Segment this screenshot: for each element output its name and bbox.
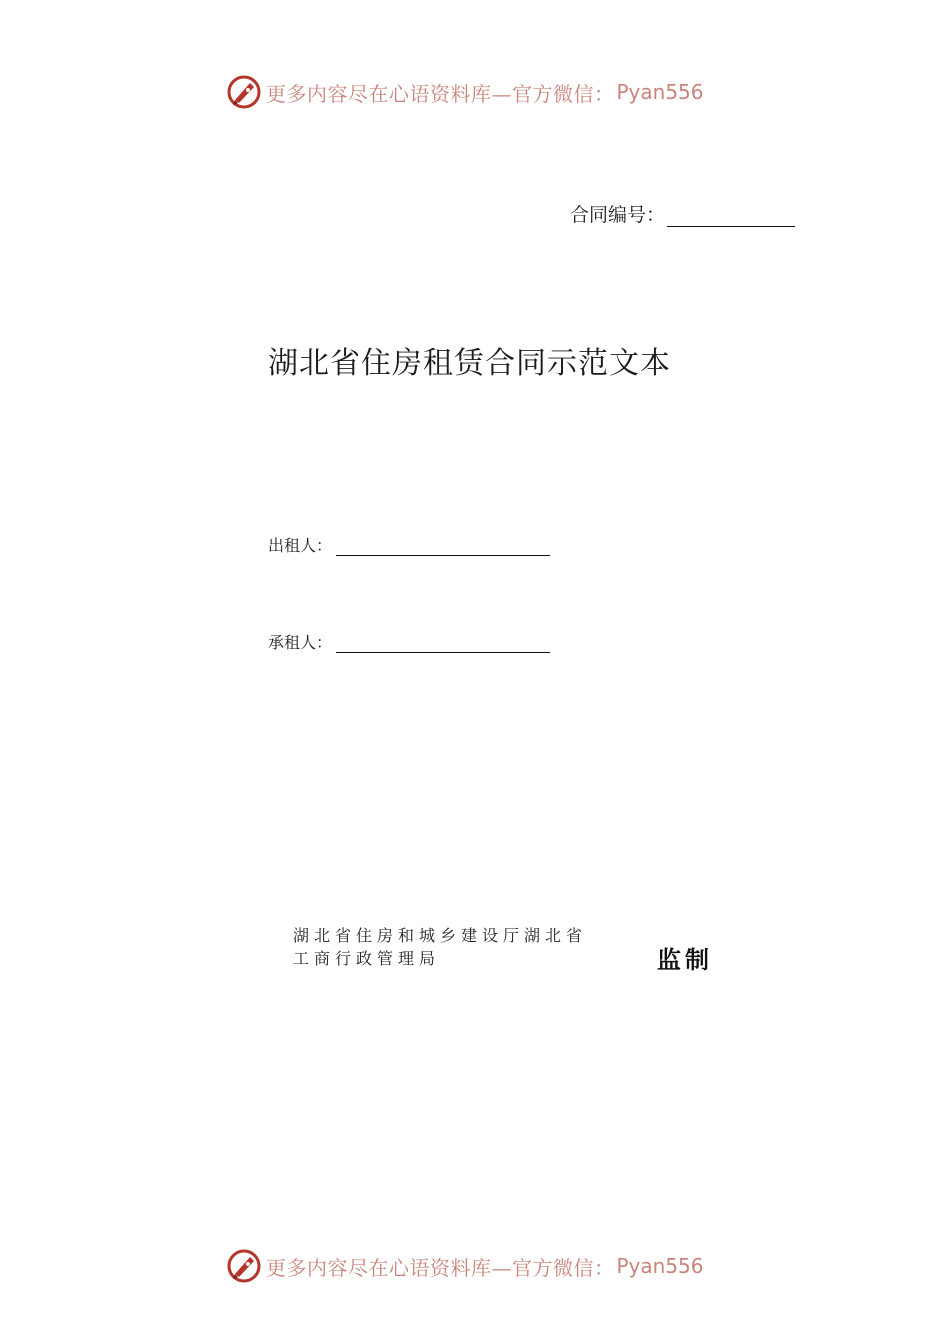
watermark-top [226,72,704,112]
lessor-label: 出租人： [268,536,333,555]
watermark-account: Pyan556 [616,80,704,104]
watermark-bottom [226,1246,704,1286]
lessee-field [268,630,550,653]
lessee-blank [336,634,550,653]
watermark-text: 更多内容尽在心语资料库—官方微信： [266,81,615,106]
watermark-account: Pyan556 [616,1254,704,1278]
issuer-block [293,924,587,970]
pen-logo-icon [226,74,262,110]
supervise-label: 监制 [657,946,713,974]
watermark-text: 更多内容尽在心语资料库—官方微信： [266,1255,615,1280]
lessor-field [268,533,550,556]
pen-logo-icon [226,1248,262,1284]
issuer-line-1: 湖北省住房和城乡建设厅湖北省 [293,926,588,945]
document-title: 湖北省住房租赁合同示范文本 [268,346,671,381]
issuer-line-2: 工商行政管理局 [293,949,441,968]
contract-number-blank [667,204,795,227]
contract-number-field [570,200,795,227]
lessor-blank [336,537,550,556]
lessee-label: 承租人： [268,633,333,652]
contract-number-label: 合同编号： [570,204,666,226]
